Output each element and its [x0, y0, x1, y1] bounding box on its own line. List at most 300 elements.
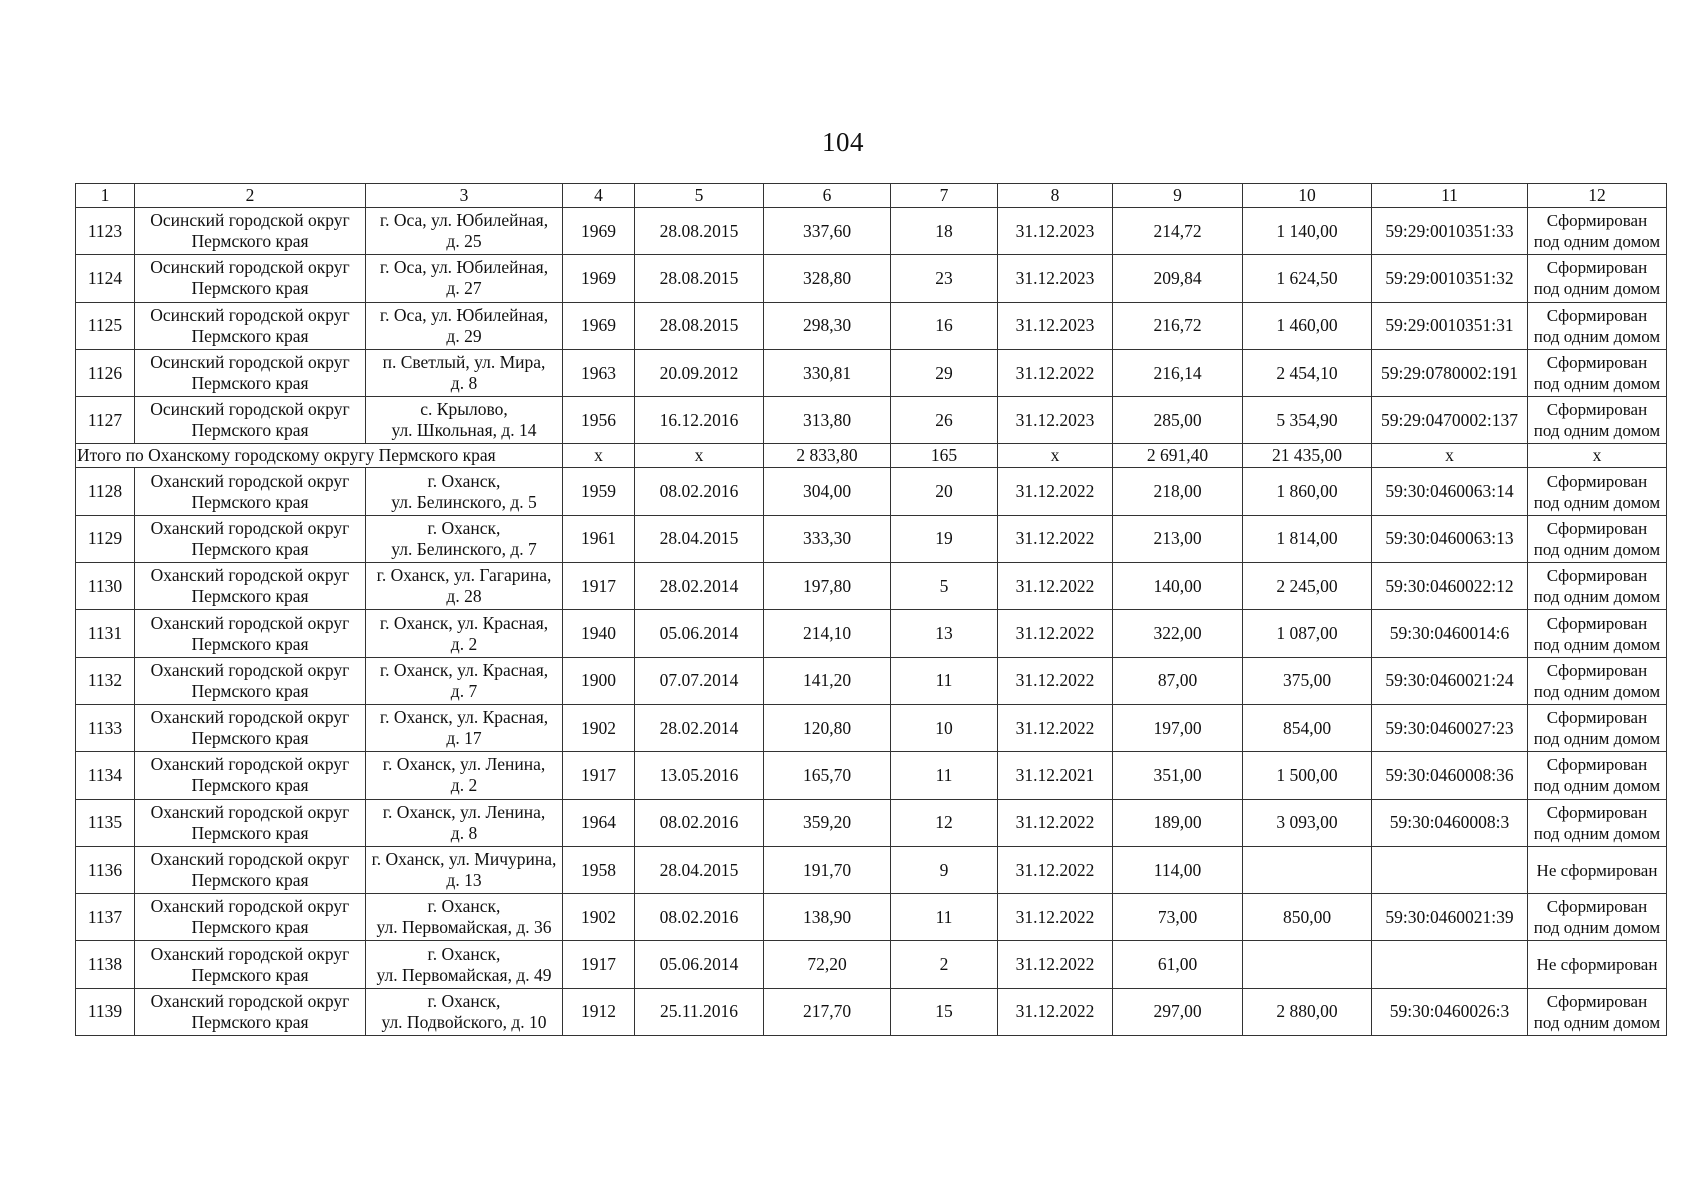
- municipality: [135, 704, 366, 751]
- recognition-date: 28.08.2015: [635, 302, 764, 349]
- total-cad: х: [1372, 444, 1528, 468]
- address: [366, 563, 563, 610]
- area: 138,90: [764, 894, 891, 941]
- land-status-line: под одним домом: [1533, 492, 1661, 512]
- area: 337,60: [764, 208, 891, 255]
- address-line: д. 28: [446, 586, 482, 607]
- resettlement-deadline: 31.12.2023: [998, 397, 1113, 444]
- land-status-line: Сформирован: [1546, 991, 1648, 1011]
- land-area: 213,00: [1113, 515, 1243, 562]
- land-status: [1528, 657, 1667, 704]
- table-row: [76, 988, 1667, 1035]
- cadastral-number: 59:29:0780002:191: [1372, 349, 1528, 396]
- table-row: [76, 941, 1667, 988]
- area: 217,70: [764, 988, 891, 1035]
- residents: 5: [891, 563, 998, 610]
- column-number: 11: [1372, 184, 1528, 208]
- area: 214,10: [764, 610, 891, 657]
- land-area: 214,72: [1113, 208, 1243, 255]
- cost: 375,00: [1243, 657, 1372, 704]
- municipality-line: Осинский городской округ: [150, 210, 350, 231]
- municipality-line: Оханский городской округ: [150, 849, 350, 869]
- row-number: 1135: [76, 799, 135, 846]
- area: 298,30: [764, 302, 891, 349]
- recognition-date: 05.06.2014: [635, 941, 764, 988]
- land-status: [1528, 704, 1667, 751]
- address-line: ул. Первомайская, д. 36: [376, 917, 552, 938]
- row-number: 1136: [76, 846, 135, 893]
- residents: 20: [891, 468, 998, 515]
- residents: 13: [891, 610, 998, 657]
- residents: 2: [891, 941, 998, 988]
- land-status-line: под одним домом: [1533, 587, 1661, 607]
- column-number: 2: [135, 184, 366, 208]
- municipality-line: Оханский городской округ: [150, 659, 350, 680]
- land-area: 197,00: [1113, 704, 1243, 751]
- total-date: х: [635, 444, 764, 468]
- land-status-line: под одним домом: [1533, 279, 1661, 299]
- cadastral-number: 59:30:0460026:3: [1372, 988, 1528, 1035]
- resettlement-deadline: 31.12.2022: [998, 610, 1113, 657]
- resettlement-deadline: 31.12.2022: [998, 799, 1113, 846]
- cadastral-number: 59:29:0010351:31: [1372, 302, 1528, 349]
- land-status-line: под одним домом: [1533, 539, 1661, 559]
- land-status: [1528, 515, 1667, 562]
- table-row: [76, 255, 1667, 302]
- row-number: 1133: [76, 704, 135, 751]
- municipality: [135, 397, 366, 444]
- cost: 2 880,00: [1243, 988, 1372, 1035]
- build-year: 1963: [563, 349, 635, 396]
- land-area: 218,00: [1113, 468, 1243, 515]
- land-status-line: Сформирован: [1546, 211, 1648, 231]
- recognition-date: 08.02.2016: [635, 468, 764, 515]
- address-line: ул. Первомайская, д. 49: [376, 964, 552, 985]
- address-line: г. Оханск, ул. Красная,: [379, 612, 549, 633]
- build-year: 1969: [563, 208, 635, 255]
- column-number: 1: [76, 184, 135, 208]
- cadastral-number: 59:30:0460014:6: [1372, 610, 1528, 657]
- land-area: 114,00: [1113, 846, 1243, 893]
- table-row: [76, 468, 1667, 515]
- cost: 850,00: [1243, 894, 1372, 941]
- row-number: 1129: [76, 515, 135, 562]
- land-status-line: Сформирован: [1546, 755, 1648, 775]
- municipality-line: Осинский городской округ: [150, 399, 350, 420]
- land-status: [1528, 208, 1667, 255]
- build-year: 1969: [563, 302, 635, 349]
- land-status: [1528, 255, 1667, 302]
- address: [366, 208, 563, 255]
- table-row: [76, 799, 1667, 846]
- land-status-line: под одним домом: [1533, 681, 1661, 701]
- residents: 16: [891, 302, 998, 349]
- recognition-date: 28.04.2015: [635, 515, 764, 562]
- row-number: 1130: [76, 563, 135, 610]
- table-row: [76, 657, 1667, 704]
- municipality-line: Пермского края: [191, 538, 309, 559]
- land-status-line: Сформирован: [1546, 353, 1648, 373]
- resettlement-deadline: 31.12.2022: [998, 657, 1113, 704]
- land-status-line: Сформирован: [1546, 258, 1648, 278]
- land-status-line: под одним домом: [1533, 776, 1661, 796]
- resettlement-deadline: 31.12.2022: [998, 704, 1113, 751]
- residents: 18: [891, 208, 998, 255]
- address-line: г. Оханск,: [427, 990, 501, 1011]
- address-line: д. 17: [446, 728, 482, 749]
- total-area: 2 833,80: [764, 444, 891, 468]
- cost: 1 624,50: [1243, 255, 1372, 302]
- municipality-line: Оханский городской округ: [150, 754, 350, 775]
- build-year: 1964: [563, 799, 635, 846]
- total-land: 2 691,40: [1113, 444, 1243, 468]
- row-number: 1127: [76, 397, 135, 444]
- land-status: [1528, 468, 1667, 515]
- recognition-date: 28.08.2015: [635, 255, 764, 302]
- land-status-line: Сформирован: [1546, 518, 1648, 538]
- land-area: 140,00: [1113, 563, 1243, 610]
- resettlement-deadline: 31.12.2022: [998, 563, 1113, 610]
- address: [366, 704, 563, 751]
- area: 313,80: [764, 397, 891, 444]
- address-line: г. Оханск, ул. Ленина,: [382, 801, 546, 822]
- land-status: [1528, 894, 1667, 941]
- cadastral-number: 59:29:0010351:32: [1372, 255, 1528, 302]
- recognition-date: 08.02.2016: [635, 799, 764, 846]
- municipality: [135, 349, 366, 396]
- table-row: [76, 846, 1667, 893]
- build-year: 1958: [563, 846, 635, 893]
- build-year: 1959: [563, 468, 635, 515]
- land-area: 285,00: [1113, 397, 1243, 444]
- row-number: 1139: [76, 988, 135, 1035]
- land-status-line: Сформирован: [1546, 897, 1648, 917]
- municipality-line: Пермского края: [191, 278, 309, 299]
- column-number: 10: [1243, 184, 1372, 208]
- land-area: 189,00: [1113, 799, 1243, 846]
- address: [366, 468, 563, 515]
- municipality-line: Оханский городской округ: [150, 565, 350, 586]
- land-status: [1528, 349, 1667, 396]
- address-line: ул. Белинского, д. 7: [391, 538, 537, 559]
- land-status-line: Не сформирован: [1536, 860, 1658, 880]
- land-status: [1528, 302, 1667, 349]
- total-people: 165: [891, 444, 998, 468]
- recognition-date: 25.11.2016: [635, 988, 764, 1035]
- row-number: 1126: [76, 349, 135, 396]
- table-row: [76, 894, 1667, 941]
- municipality-line: Оханский городской округ: [150, 801, 350, 822]
- row-number: 1132: [76, 657, 135, 704]
- land-status-line: Сформирован: [1546, 660, 1648, 680]
- build-year: 1969: [563, 255, 635, 302]
- residents: 29: [891, 349, 998, 396]
- address: [366, 255, 563, 302]
- land-area: 216,14: [1113, 349, 1243, 396]
- land-area: 209,84: [1113, 255, 1243, 302]
- column-number-row: [76, 184, 1667, 208]
- address-line: д. 2: [450, 633, 478, 654]
- recognition-date: 28.08.2015: [635, 208, 764, 255]
- residents: 9: [891, 846, 998, 893]
- land-status-line: Сформирован: [1546, 613, 1648, 633]
- area: 191,70: [764, 846, 891, 893]
- address-line: г. Оса, ул. Юбилейная,: [379, 304, 549, 325]
- build-year: 1956: [563, 397, 635, 444]
- total-status: х: [1528, 444, 1667, 468]
- land-status-line: Сформирован: [1546, 566, 1648, 586]
- municipality: [135, 302, 366, 349]
- land-status: [1528, 397, 1667, 444]
- land-status-line: под одним домом: [1533, 1012, 1661, 1032]
- build-year: 1902: [563, 704, 635, 751]
- address-line: г. Оханск, ул. Красная,: [379, 707, 549, 728]
- recognition-date: 08.02.2016: [635, 894, 764, 941]
- address-line: г. Оханск,: [427, 896, 501, 917]
- municipality-line: Пермского края: [191, 1011, 309, 1032]
- land-area: 322,00: [1113, 610, 1243, 657]
- address-line: д. 7: [450, 680, 478, 701]
- cost: 1 860,00: [1243, 468, 1372, 515]
- land-status-line: под одним домом: [1533, 729, 1661, 749]
- cost: 1 087,00: [1243, 610, 1372, 657]
- land-status-line: Сформирован: [1546, 802, 1648, 822]
- residents: 12: [891, 799, 998, 846]
- row-number: 1128: [76, 468, 135, 515]
- municipality: [135, 208, 366, 255]
- land-status-line: Сформирован: [1546, 471, 1648, 491]
- table-row: [76, 704, 1667, 751]
- cadastral-number: [1372, 941, 1528, 988]
- land-area: 351,00: [1113, 752, 1243, 799]
- municipality-line: Пермского края: [191, 775, 309, 796]
- land-status-line: Не сформирован: [1536, 955, 1658, 975]
- recognition-date: 13.05.2016: [635, 752, 764, 799]
- area: 328,80: [764, 255, 891, 302]
- municipality-line: Пермского края: [191, 728, 309, 749]
- row-number: 1137: [76, 894, 135, 941]
- recognition-date: 20.09.2012: [635, 349, 764, 396]
- land-status-line: Сформирован: [1546, 305, 1648, 325]
- cost: 1 140,00: [1243, 208, 1372, 255]
- address-line: д. 2: [450, 775, 478, 796]
- municipality: [135, 468, 366, 515]
- municipality-line: Пермского края: [191, 491, 309, 512]
- row-number: 1125: [76, 302, 135, 349]
- cadastral-number: [1372, 846, 1528, 893]
- land-status: [1528, 941, 1667, 988]
- cost: 5 354,90: [1243, 397, 1372, 444]
- build-year: 1900: [563, 657, 635, 704]
- municipality: [135, 255, 366, 302]
- resettlement-deadline: 31.12.2022: [998, 349, 1113, 396]
- total-row: [76, 444, 1667, 468]
- row-number: 1124: [76, 255, 135, 302]
- address-line: г. Оханск, ул. Ленина,: [382, 754, 546, 775]
- municipality: [135, 894, 366, 941]
- resettlement-deadline: 31.12.2022: [998, 468, 1113, 515]
- municipality-line: Оханский городской округ: [150, 943, 350, 964]
- land-status-line: под одним домом: [1533, 421, 1661, 441]
- table-row: [76, 610, 1667, 657]
- address-line: д. 25: [446, 231, 482, 252]
- cadastral-number: 59:30:0460008:36: [1372, 752, 1528, 799]
- build-year: 1961: [563, 515, 635, 562]
- address-line: с. Крылово,: [420, 399, 508, 420]
- municipality-line: Оханский городской округ: [150, 990, 350, 1011]
- address: [366, 349, 563, 396]
- recognition-date: 16.12.2016: [635, 397, 764, 444]
- land-status: [1528, 799, 1667, 846]
- municipality-line: Пермского края: [191, 633, 309, 654]
- residents: 15: [891, 988, 998, 1035]
- municipality-line: Осинский городской округ: [150, 304, 350, 325]
- address-line: ул. Школьная, д. 14: [391, 420, 537, 441]
- page-number: 104: [822, 127, 864, 157]
- residents: 26: [891, 397, 998, 444]
- municipality-line: Пермского края: [191, 917, 309, 938]
- total-cost: 21 435,00: [1243, 444, 1372, 468]
- resettlement-deadline: 31.12.2021: [998, 752, 1113, 799]
- build-year: 1902: [563, 894, 635, 941]
- cost: 3 093,00: [1243, 799, 1372, 846]
- column-number: 3: [366, 184, 563, 208]
- address-line: ул. Подвойского, д. 10: [381, 1011, 547, 1032]
- address: [366, 988, 563, 1035]
- cost: [1243, 941, 1372, 988]
- area: 333,30: [764, 515, 891, 562]
- area: 359,20: [764, 799, 891, 846]
- area: 120,80: [764, 704, 891, 751]
- address-line: д. 29: [446, 325, 482, 346]
- resettlement-deadline: 31.12.2022: [998, 988, 1113, 1035]
- build-year: 1912: [563, 988, 635, 1035]
- table-row: [76, 515, 1667, 562]
- address-line: г. Оханск, ул. Гагарина,: [376, 565, 552, 586]
- resettlement-deadline: 31.12.2022: [998, 894, 1113, 941]
- land-area: 87,00: [1113, 657, 1243, 704]
- row-number: 1134: [76, 752, 135, 799]
- address-line: п. Светлый, ул. Мира,: [382, 352, 546, 373]
- cost: 2 454,10: [1243, 349, 1372, 396]
- cadastral-number: 59:30:0460021:39: [1372, 894, 1528, 941]
- address-line: г. Оханск,: [427, 470, 501, 491]
- residents: 11: [891, 752, 998, 799]
- recognition-date: 28.02.2014: [635, 563, 764, 610]
- recognition-date: 28.02.2014: [635, 704, 764, 751]
- address: [366, 799, 563, 846]
- resettlement-deadline: 31.12.2023: [998, 208, 1113, 255]
- address: [366, 752, 563, 799]
- residents: 19: [891, 515, 998, 562]
- address-line: г. Оханск, ул. Мичурина,: [371, 849, 557, 869]
- municipality: [135, 515, 366, 562]
- land-status-line: под одним домом: [1533, 374, 1661, 394]
- land-status-line: под одним домом: [1533, 634, 1661, 654]
- municipality-line: Оханский городской округ: [150, 517, 350, 538]
- area: 330,81: [764, 349, 891, 396]
- land-status: [1528, 752, 1667, 799]
- municipality-line: Пермского края: [191, 822, 309, 843]
- municipality: [135, 610, 366, 657]
- cost: 1 460,00: [1243, 302, 1372, 349]
- resettlement-deadline: 31.12.2022: [998, 515, 1113, 562]
- land-status-line: под одним домом: [1533, 232, 1661, 252]
- land-area: 216,72: [1113, 302, 1243, 349]
- municipality: [135, 988, 366, 1035]
- cost: 2 245,00: [1243, 563, 1372, 610]
- resettlement-deadline: 31.12.2023: [998, 302, 1113, 349]
- column-number: 4: [563, 184, 635, 208]
- land-status: [1528, 988, 1667, 1035]
- residents: 11: [891, 894, 998, 941]
- recognition-date: 07.07.2014: [635, 657, 764, 704]
- address: [366, 302, 563, 349]
- register-table: [75, 183, 1667, 1036]
- address: [366, 894, 563, 941]
- municipality-line: Пермского края: [191, 420, 309, 441]
- table-row: [76, 752, 1667, 799]
- address: [366, 515, 563, 562]
- column-number: 8: [998, 184, 1113, 208]
- municipality-line: Пермского края: [191, 231, 309, 252]
- municipality-line: Пермского края: [191, 870, 309, 890]
- cost: 1 500,00: [1243, 752, 1372, 799]
- build-year: 1917: [563, 941, 635, 988]
- table-row: [76, 302, 1667, 349]
- municipality: [135, 941, 366, 988]
- municipality-line: Пермского края: [191, 586, 309, 607]
- land-status-line: под одним домом: [1533, 918, 1661, 938]
- build-year: 1940: [563, 610, 635, 657]
- address-line: д. 13: [446, 870, 482, 890]
- municipality: [135, 563, 366, 610]
- land-area: 297,00: [1113, 988, 1243, 1035]
- land-status: [1528, 610, 1667, 657]
- residents: 23: [891, 255, 998, 302]
- municipality-line: Пермского края: [191, 373, 309, 394]
- column-number: 9: [1113, 184, 1243, 208]
- cost: [1243, 846, 1372, 893]
- resettlement-deadline: 31.12.2022: [998, 846, 1113, 893]
- land-status-line: под одним домом: [1533, 326, 1661, 346]
- row-number: 1131: [76, 610, 135, 657]
- address-line: г. Оса, ул. Юбилейная,: [379, 257, 549, 278]
- cadastral-number: 59:30:0460021:24: [1372, 657, 1528, 704]
- recognition-date: 28.04.2015: [635, 846, 764, 893]
- municipality-line: Оханский городской округ: [150, 470, 350, 491]
- area: 72,20: [764, 941, 891, 988]
- municipality: [135, 657, 366, 704]
- municipality-line: Пермского края: [191, 964, 309, 985]
- address-line: г. Оханск,: [427, 943, 501, 964]
- column-number: 12: [1528, 184, 1667, 208]
- build-year: 1917: [563, 563, 635, 610]
- area: 197,80: [764, 563, 891, 610]
- total-label: Итого по Оханскому городскому округу Пермского края: [76, 444, 563, 468]
- municipality: [135, 752, 366, 799]
- column-number: 6: [764, 184, 891, 208]
- address: [366, 397, 563, 444]
- cost: 1 814,00: [1243, 515, 1372, 562]
- table-row: [76, 397, 1667, 444]
- residents: 11: [891, 657, 998, 704]
- land-status-line: Сформирован: [1546, 708, 1648, 728]
- land-area: 73,00: [1113, 894, 1243, 941]
- municipality: [135, 799, 366, 846]
- municipality: [135, 846, 366, 893]
- address: [366, 610, 563, 657]
